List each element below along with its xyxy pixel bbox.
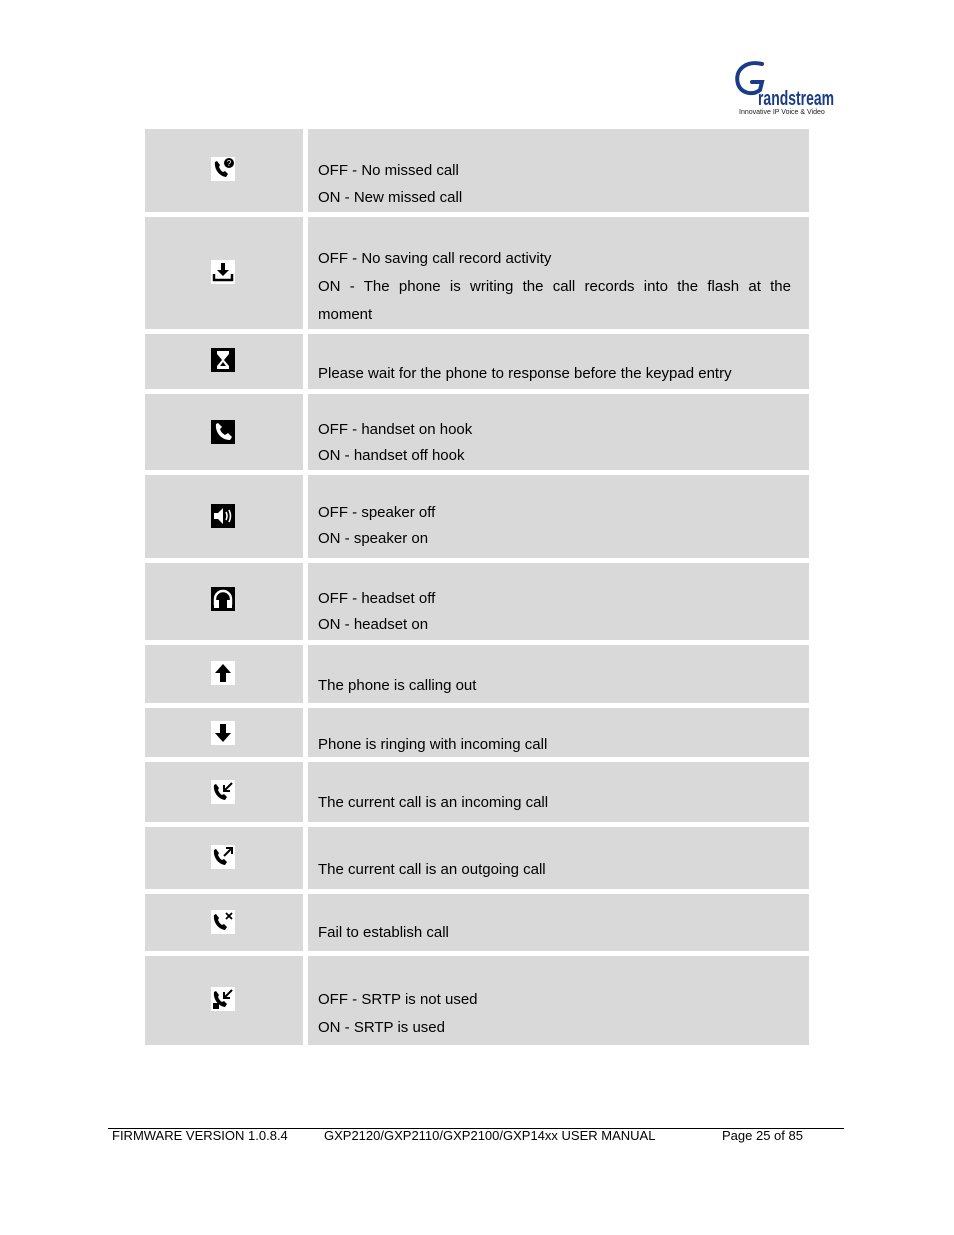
- description-line: The phone is calling out: [318, 677, 477, 694]
- table-row: [145, 827, 809, 889]
- description-line: ON - speaker on: [318, 530, 429, 547]
- footer-page-number: Page 25 of 85: [722, 1128, 803, 1143]
- footer-firmware-version: FIRMWARE VERSION 1.0.8.4: [112, 1128, 288, 1143]
- footer-manual-title: GXP2120/GXP2110/GXP2100/GXP14xx USER MANUAL: [324, 1128, 656, 1143]
- table-row: [145, 217, 809, 329]
- description-line: OFF - handset on hook: [318, 421, 473, 438]
- description-line: moment: [318, 306, 373, 323]
- table-row: [145, 129, 809, 212]
- description-line: ON - SRTP is used: [318, 1019, 445, 1036]
- table-row: [145, 645, 809, 703]
- description-line: ON - headset on: [318, 616, 429, 633]
- description-line: The current call is an outgoing call: [318, 861, 546, 878]
- speaker-icon: [211, 504, 235, 528]
- description-line: ON - New missed call: [318, 189, 463, 206]
- description-line: OFF - speaker off: [318, 504, 436, 521]
- handset-icon: [211, 420, 235, 444]
- table-row: [145, 334, 809, 389]
- svg-text:?: ?: [226, 159, 232, 168]
- table-row: [145, 708, 809, 757]
- table-row: [145, 563, 809, 640]
- hourglass-icon: [211, 348, 235, 372]
- svg-text:randstream: randstream: [758, 88, 834, 110]
- description-line: Phone is ringing with incoming call: [318, 736, 548, 753]
- logo-tagline: Innovative IP Voice & Video: [739, 109, 825, 116]
- description-line: Please wait for the phone to response before the keypad entry: [318, 365, 732, 382]
- description-line: OFF - SRTP is not used: [318, 991, 478, 1008]
- failed-call-icon: [211, 910, 235, 934]
- table-row: [145, 394, 809, 470]
- description-line: ON - The phone is writing the call records into the flash at the: [318, 278, 791, 295]
- table-row: [145, 894, 809, 951]
- headset-icon: [211, 587, 235, 611]
- description-line: The current call is an incoming call: [318, 794, 549, 811]
- missed-call-icon: [211, 157, 235, 181]
- outgoing-call-icon: [211, 845, 235, 869]
- download-tray-icon: [211, 260, 235, 284]
- table-row: [145, 956, 809, 1045]
- arrow-down-icon: [211, 721, 235, 745]
- grandstream-logo: [732, 60, 838, 120]
- table-row: [145, 475, 809, 558]
- arrow-up-icon: [211, 661, 235, 685]
- srtp-call-icon: [211, 987, 235, 1011]
- description-line: ON - handset off hook: [318, 447, 465, 464]
- description-line: OFF - No missed call: [318, 162, 459, 179]
- description-line: Fail to establish call: [318, 924, 449, 941]
- status-icon-table: [145, 129, 809, 1050]
- incoming-call-icon: [211, 780, 235, 804]
- description-line: OFF - No saving call record activity: [318, 250, 552, 267]
- table-row: [145, 762, 809, 822]
- description-line: OFF - headset off: [318, 590, 436, 607]
